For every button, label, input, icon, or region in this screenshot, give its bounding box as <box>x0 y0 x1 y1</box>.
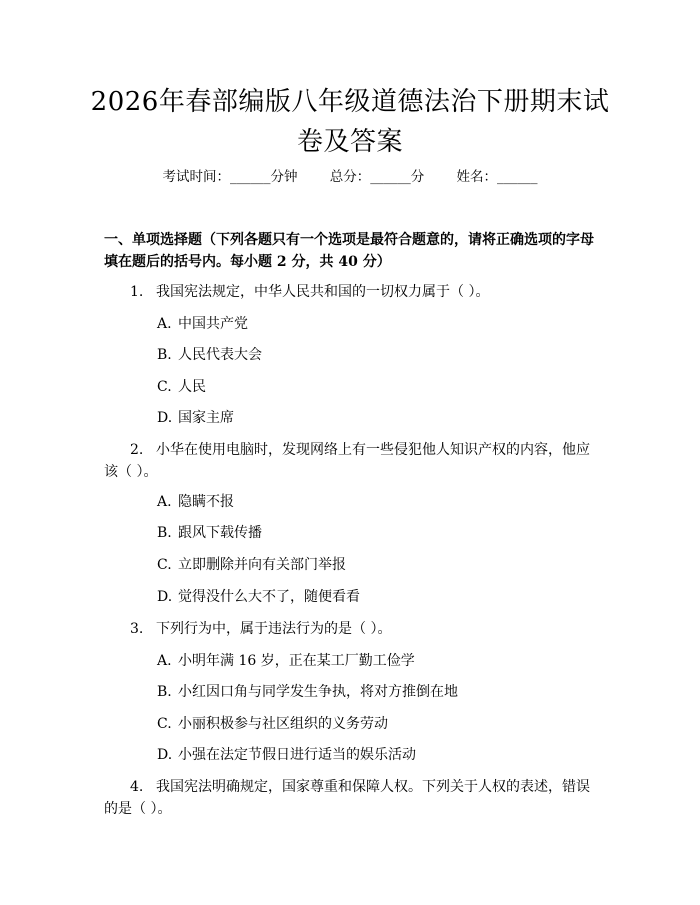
question-2 <box>104 439 600 483</box>
question-number: 4. <box>130 779 144 795</box>
option-letter: A. <box>157 316 172 332</box>
question-text: 小华在使用电脑时，发现网络上有一些侵犯他人知识产权的内容，他应该（ ）。 <box>104 442 590 480</box>
option-letter: D. <box>157 747 173 763</box>
option-letter: C. <box>157 557 172 573</box>
option-text: 人民 <box>178 379 206 395</box>
option-text: 小明年满 16 岁，正在某工厂勤工俭学 <box>178 653 415 669</box>
option-letter: B. <box>157 347 172 363</box>
exam-time-field: 考试时间：______分钟 <box>162 169 298 185</box>
question-text: 我国宪法规定，中华人民共和国的一切权力属于（ ）。 <box>156 284 490 300</box>
exam-title <box>80 82 620 162</box>
section-heading-line-1: 一、单项选择题（下列各题只有一个选项是最符合题意的，请将正确选项的字母 <box>104 232 594 248</box>
q2-option-a <box>157 491 597 513</box>
q2-option-b <box>157 522 597 544</box>
option-letter: A. <box>157 494 172 510</box>
option-text: 小丽积极参与社区组织的义务劳动 <box>178 716 388 732</box>
option-text: 小红因口角与同学发生争执，将对方推倒在地 <box>178 684 458 700</box>
option-text: 隐瞒不报 <box>178 494 234 510</box>
option-text: 中国共产党 <box>178 316 248 332</box>
question-number: 1. <box>130 284 144 300</box>
option-text: 立即删除并向有关部门举报 <box>178 557 346 573</box>
question-number: 2. <box>130 442 144 458</box>
question-text: 下列行为中，属于违法行为的是（ ）。 <box>156 621 392 637</box>
q3-option-d <box>157 744 597 766</box>
option-letter: B. <box>157 684 172 700</box>
option-text: 小强在法定节假日进行适当的娱乐活动 <box>178 747 416 763</box>
question-4 <box>104 776 600 820</box>
question-1 <box>104 281 600 303</box>
option-letter: C. <box>157 716 172 732</box>
section-heading-line-2: 填在题后的括号内。每小题 2 分，共 40 分） <box>104 254 391 270</box>
q3-option-b <box>157 681 597 703</box>
option-letter: A. <box>157 653 172 669</box>
q2-option-d <box>157 586 597 608</box>
option-text: 跟风下载传播 <box>178 525 262 541</box>
student-name-field: 姓名：______ <box>456 169 538 185</box>
q2-option-c <box>157 554 597 576</box>
section-heading <box>104 229 604 273</box>
q3-option-a <box>157 650 597 672</box>
title-line-2: 卷及答案 <box>296 127 403 157</box>
question-number: 3. <box>130 621 144 637</box>
option-letter: C. <box>157 379 172 395</box>
option-text: 觉得没什么大不了，随便看看 <box>178 589 360 605</box>
q1-option-c <box>157 376 597 398</box>
q1-option-d <box>157 407 597 429</box>
question-text: 我国宪法明确规定，国家尊重和保障人权。下列关于人权的表述，错误的是（ ）。 <box>104 779 590 817</box>
option-letter: D. <box>157 589 173 605</box>
q3-option-c <box>157 713 597 735</box>
exam-info-line <box>0 167 700 187</box>
q1-option-b <box>157 344 597 366</box>
question-3 <box>104 618 600 640</box>
option-text: 人民代表大会 <box>178 347 262 363</box>
q1-option-a <box>157 313 597 335</box>
option-letter: D. <box>157 410 173 426</box>
total-score-field: 总分：______分 <box>329 169 425 185</box>
option-text: 国家主席 <box>178 410 234 426</box>
option-letter: B. <box>157 525 172 541</box>
title-line-1: 2026年春部编版八年级道德法治下册期末试 <box>90 87 610 117</box>
